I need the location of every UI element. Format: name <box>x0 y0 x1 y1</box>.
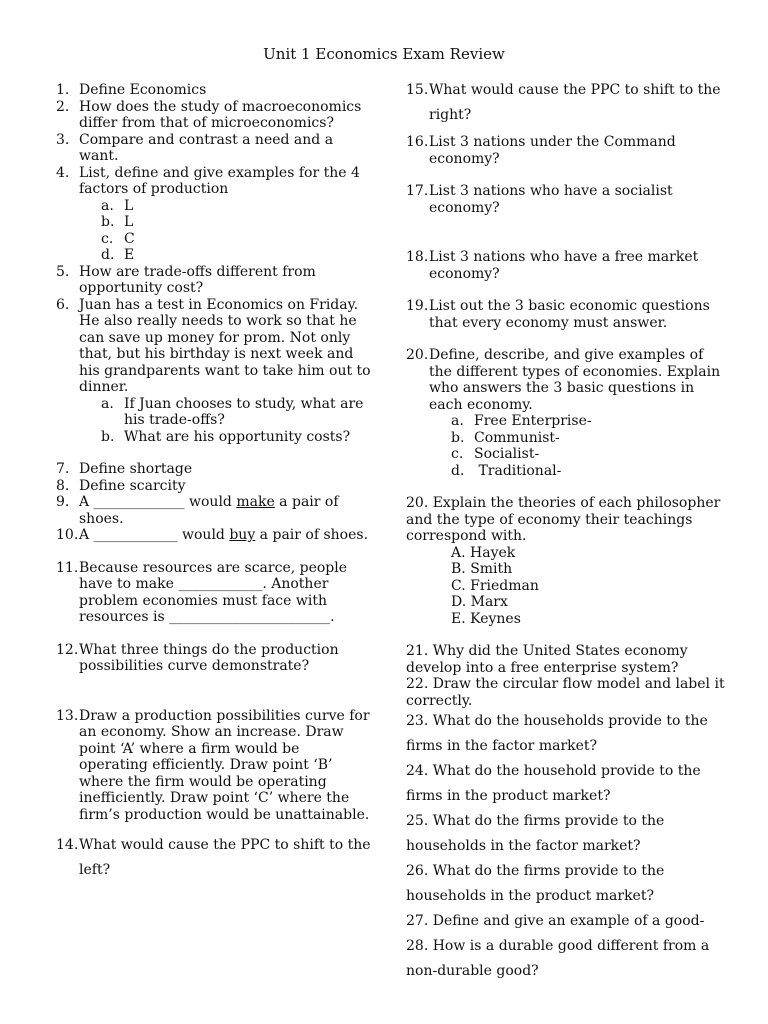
underlined-word: make <box>236 494 275 510</box>
sub-item <box>101 429 371 446</box>
question-text-pre: A _____________ would <box>79 494 237 510</box>
question-text: Define, describe, and give examples of the different types of economies. Explain who answers the 3 basic questions in each economy. <box>429 347 721 413</box>
question-4-subitems <box>101 198 371 264</box>
question-22: 22. Draw the circular flow model and label it correctly. <box>406 676 725 709</box>
question-number: 17. <box>406 183 429 199</box>
question-23: 23. What do the households provide to the firms in the factor market? <box>406 713 708 754</box>
sub-item-text: Communist- <box>474 429 560 446</box>
question-8 <box>56 478 371 495</box>
question-number: 5. <box>56 263 70 280</box>
question-12 <box>56 642 371 675</box>
page-title: Unit 1 Economics Exam Review <box>263 45 505 63</box>
question-text: Define scarcity <box>79 477 186 494</box>
question-number: 7. <box>56 461 70 477</box>
sub-item <box>451 413 726 430</box>
sub-item-letter: a. <box>101 395 114 412</box>
question-3 <box>56 132 371 165</box>
sub-item-text: Free Enterprise- <box>474 413 592 429</box>
sub-item-text: If Juan chooses to study, what are his trade-offs? <box>124 395 364 428</box>
question-10 <box>56 527 371 544</box>
sub-item <box>101 231 371 248</box>
sub-item <box>451 430 726 447</box>
question-text: List 3 nations who have a free market economy? <box>429 249 699 282</box>
question-text: Because resources are scarce, people have to make ____________. Another problem economies must face with resources is _______________________. <box>79 559 348 625</box>
sub-item <box>101 396 371 429</box>
question-text: How are trade-offs different from opportunity cost? <box>79 263 316 296</box>
question-number: 16. <box>406 134 429 150</box>
sub-item-letter: b. <box>101 214 115 230</box>
sub-item <box>101 214 371 231</box>
question-text: What would cause the PPC to shift to the right? <box>429 82 721 123</box>
underlined-word: buy <box>229 527 256 543</box>
question-number: 10. <box>56 527 79 543</box>
question-number: 12. <box>56 641 79 658</box>
question-21: 21. Why did the United States economy develop into a free enterprise system? <box>406 643 688 676</box>
sub-item <box>451 463 726 480</box>
question-text: Define Economics <box>79 82 207 98</box>
question-5 <box>56 264 371 297</box>
question-19 <box>406 298 726 331</box>
sub-item-letter: b. <box>101 428 115 445</box>
sub-item-text: C <box>124 230 135 247</box>
sub-item-text: L <box>124 197 134 214</box>
question-7 <box>56 461 371 478</box>
question-14 <box>56 833 371 883</box>
question-16 <box>406 134 726 167</box>
question-text: What three things do the production possibilities curve demonstrate? <box>79 641 339 674</box>
question-18 <box>406 249 726 282</box>
question-1 <box>56 82 371 99</box>
question-26: 26. What do the firms provide to the households in the product market? <box>406 863 665 904</box>
question-number: 2. <box>56 98 70 115</box>
question-number: 3. <box>56 131 70 148</box>
philosopher-item: D. Marx <box>451 594 508 610</box>
sub-item-letter: d. <box>451 462 465 479</box>
philosopher-list <box>451 545 726 628</box>
question-number: 13. <box>56 707 79 724</box>
question-15 <box>406 78 726 128</box>
question-number: 9. <box>56 494 70 510</box>
sub-item-letter: a. <box>451 413 464 429</box>
sub-item-text: L <box>124 214 134 230</box>
question-number: 20. <box>406 347 429 363</box>
question-25: 25. What do the firms provide to the households in the factor market? <box>406 813 665 854</box>
question-28: 28. How is a durable good different from a non-durable good? <box>406 938 710 979</box>
question-17 <box>406 183 726 216</box>
question-number: 14. <box>56 837 79 853</box>
question-number: 6. <box>56 296 70 313</box>
sub-item <box>101 247 371 264</box>
question-number: 11. <box>56 559 79 576</box>
sub-item-text: Traditional- <box>474 462 562 479</box>
question-9 <box>56 494 371 527</box>
question-text: List 3 nations under the Command economy? <box>429 134 676 167</box>
question-text-post: a pair of shoes. <box>79 494 339 527</box>
question-6-subitems <box>101 396 371 446</box>
question-4 <box>56 165 371 198</box>
question-text: Define shortage <box>79 461 193 477</box>
philosopher-item: E. Keynes <box>451 610 521 627</box>
question-text: List 3 nations who have a socialist economy? <box>429 183 673 216</box>
question-number: 8. <box>56 477 70 494</box>
sub-item-text: What are his opportunity costs? <box>124 428 351 445</box>
question-20 <box>406 347 726 413</box>
philosopher-item: A. Hayek <box>451 544 516 561</box>
question-number: 19. <box>406 298 429 314</box>
question-text: Juan has a test in Economics on Friday. He also really needs to work so that he can save up money for prom. Not only that, but his birthday is next week and his grandparents want to take him out to dinner. <box>79 296 371 395</box>
question-number: 18. <box>406 249 429 265</box>
sub-item <box>451 446 726 463</box>
question-20-subitems <box>451 413 726 479</box>
question-13 <box>56 708 371 824</box>
philosopher-item: B. Smith <box>451 561 513 577</box>
sub-item-letter: a. <box>101 197 114 214</box>
question-text: What would cause the PPC to shift to the left? <box>79 837 371 878</box>
sub-item-text: E <box>124 247 135 263</box>
sub-item-text: Socialist- <box>474 446 540 462</box>
sub-item-letter: d. <box>101 247 115 263</box>
question-text: List out the 3 basic economic questions that every economy must answer. <box>429 298 710 331</box>
question-text: Draw a production possibilities curve for an economy. Show an increase. Draw point ‘A’ where a firm would be operating efficiently. Draw point ‘B’ where the firm would be operating inefficiently. Draw point ‘C’ where the firm’s production would be unattainable. <box>79 707 370 823</box>
question-number: 4. <box>56 164 70 181</box>
sub-item-letter: b. <box>451 429 465 446</box>
question-2 <box>56 99 371 132</box>
question-6 <box>56 297 371 396</box>
sub-item-letter: c. <box>101 230 114 247</box>
question-11 <box>56 560 371 626</box>
question-number: 1. <box>56 82 70 98</box>
sub-item <box>101 198 371 215</box>
question-text: How does the study of macroeconomics differ from that of microeconomics? <box>79 98 362 131</box>
question-text: Compare and contrast a need and a want. <box>79 131 334 164</box>
right-column <box>406 82 726 984</box>
sub-item-letter: c. <box>451 446 464 462</box>
question-text: List, define and give examples for the 4 factors of production <box>79 164 360 197</box>
question-text-pre: A ____________ would <box>79 527 230 543</box>
question-24: 24. What do the household provide to the firms in the product market? <box>406 763 701 804</box>
question-number: 15. <box>406 82 429 98</box>
question-text-post: a pair of shoes. <box>255 527 369 543</box>
left-column <box>56 82 371 883</box>
question-27: 27. Define and give an example of a good- <box>406 913 705 929</box>
question-20b: 20. Explain the theories of each philosopher and the type of economy their teachings correspond with. <box>406 495 721 544</box>
philosopher-item: C. Friedman <box>451 577 539 594</box>
